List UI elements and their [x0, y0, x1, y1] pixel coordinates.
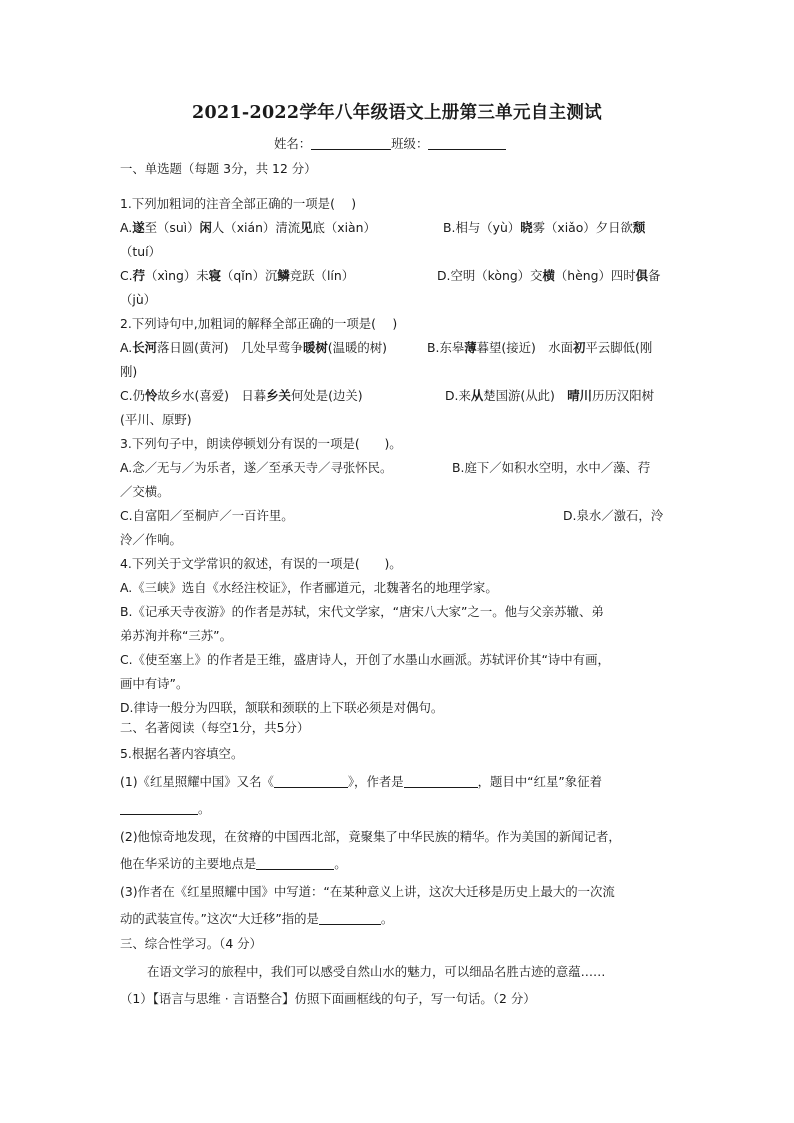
fill-text: 。	[198, 801, 211, 816]
name-blank[interactable]	[311, 136, 391, 150]
bold-word: 寝	[208, 268, 222, 283]
q5-part3: (3)作者在《红星照耀中国》中写道：“在某种意义上讲，这次大迁移是历史上最大的一次流	[120, 884, 615, 899]
q3-option-d-cont: 泠／作响。	[120, 532, 182, 547]
q5-part1-cont	[120, 800, 210, 818]
q1-option-d-cont: （jù）	[120, 292, 157, 307]
option-text: 楚国游(从此)	[483, 388, 568, 403]
answer-blank[interactable]	[120, 801, 198, 815]
q5-part2: (2)他惊奇地发现，在贫瘠的中国西北部，竟聚集了中华民族的精华。作为美国的新闻记者，	[120, 829, 621, 844]
q2-option-d-cont: (平川、原野)	[120, 412, 192, 427]
bold-word: 横	[542, 268, 555, 283]
q2-option-a[interactable]	[120, 339, 387, 357]
option-text: 底（xiàn）	[312, 220, 376, 235]
option-text: D.来	[445, 388, 471, 403]
bold-word: 晴川	[567, 388, 593, 403]
q2-stem: 2.下列诗句中,加粗词的解释全部正确的一项是( )	[120, 316, 398, 331]
option-text: B.相与（yù）	[443, 220, 521, 235]
q4-stem: 4.下列关于文学常识的叙述，有误的一项是( )。	[120, 556, 402, 571]
option-text: 备	[648, 268, 661, 283]
bold-word: 薄	[464, 340, 477, 355]
fill-text: ，题目中“红星”象征着	[477, 774, 602, 789]
option-text: 人（xián）清流	[211, 220, 301, 235]
q5-part3-cont	[120, 910, 393, 928]
option-text: 至（suì）	[144, 220, 200, 235]
option-text: B.东皋	[427, 340, 465, 355]
q4-option-b[interactable]: B.《记承天寺夜游》的作者是苏轼，宋代文学家，“唐宋八大家”之一。他与父亲苏辙、弟	[120, 604, 604, 619]
bold-word: 遂	[132, 220, 145, 235]
answer-blank[interactable]	[256, 856, 334, 870]
q2-option-c[interactable]	[120, 387, 363, 405]
answer-blank[interactable]	[404, 774, 478, 788]
q3-option-c[interactable]: C.自富阳／至桐庐／一百许里。	[120, 508, 294, 523]
fill-text: 。	[380, 911, 394, 926]
q2-option-b[interactable]	[427, 339, 652, 357]
bold-word: 长河	[132, 340, 157, 355]
option-text: （hèng）四时	[554, 268, 636, 283]
option-text: (温暖的树)	[327, 340, 387, 355]
q4-option-a[interactable]: A.《三峡》选自《水经注校证》，作者郦道元，北魏著名的地理学家。	[120, 580, 498, 595]
option-text: （xìng）未	[144, 268, 209, 283]
q1-stem: 1.下列加粗词的注音全部正确的一项是( )	[120, 196, 357, 211]
bold-word: 闲	[199, 220, 212, 235]
q5-part1	[120, 773, 602, 791]
class-blank[interactable]	[428, 136, 506, 150]
q3-option-d[interactable]: D.泉水／激石，泠	[563, 508, 664, 523]
page-title: 2021-2022学年八年级语文上册第三单元自主测试	[192, 103, 602, 123]
option-text: 历历汉阳树	[592, 388, 655, 403]
fill-text: (1)《红星照耀中国》又名《	[120, 774, 274, 789]
section-2-heading: 二、名著阅读（每空1分，共5分）	[120, 720, 310, 735]
option-text: D.空明（kòng）交	[437, 268, 543, 283]
q3-option-b-cont: ／交横。	[120, 484, 170, 499]
q1-option-b[interactable]	[443, 219, 645, 237]
section-1-heading: 一、单选题（每题 3分，共 12 分）	[120, 161, 317, 176]
q1-option-c[interactable]	[120, 267, 354, 285]
q4-option-b-cont: 弟苏洵并称“三苏”。	[120, 628, 232, 643]
option-text: 雾（xiǎo）夕日欲	[532, 220, 633, 235]
bold-word: 见	[300, 220, 313, 235]
q4-option-c[interactable]: C.《使至塞上》的作者是王维，盛唐诗人，开创了水墨山水画派。苏轼评价其“诗中有画，	[120, 652, 610, 667]
bold-word: 颓	[632, 220, 646, 235]
answer-blank[interactable]	[274, 774, 348, 788]
option-text: （qǐn）沉	[221, 268, 278, 283]
option-text: 何处是(边关)	[290, 388, 363, 403]
option-text: 暮望(接近) 水面	[476, 340, 574, 355]
student-info-line	[274, 135, 506, 153]
option-text: 落日圆(黄河) 几处早莺争	[156, 340, 303, 355]
fill-text: 。	[334, 856, 347, 871]
name-label: 姓名：	[274, 136, 312, 151]
fill-text: 他在华采访的主要地点是	[120, 856, 257, 871]
answer-blank[interactable]	[319, 911, 381, 925]
bold-word: 俱	[635, 268, 649, 283]
option-text: 竞跃（lín）	[289, 268, 355, 283]
bold-word: 乡关	[266, 388, 291, 403]
q3-option-a[interactable]: A.念／无与／为乐者，遂／至承天寺／寻张怀民。	[120, 460, 393, 475]
bold-word: 暖树	[302, 340, 328, 355]
option-text: C.仍	[120, 388, 145, 403]
section-3-q1: （1）【语言与思维 · 言语整合】仿照下面画框线的句子，写一句话。（2 分）	[120, 991, 536, 1006]
bold-word: 初	[573, 340, 586, 355]
q5-stem: 5.根据名著内容填空。	[120, 746, 244, 761]
section-3-intro: 在语文学习的旅程中，我们可以感受自然山水的魅力，可以细品名胜古迹的意蕴……	[147, 964, 606, 979]
q1-option-b-cont: （tuí）	[120, 244, 161, 259]
bold-word: 晓	[520, 220, 533, 235]
bold-word: 荇	[132, 268, 145, 283]
bold-word: 鳞	[277, 268, 290, 283]
q4-option-c-cont: 画中有诗”。	[120, 676, 189, 691]
q2-option-b-cont: 刚)	[120, 364, 138, 379]
section-3-heading: 三、综合性学习。（4 分）	[120, 936, 262, 951]
q5-part2-cont	[120, 855, 347, 873]
q3-stem: 3.下列句子中，朗读停顿划分有误的一项是( )。	[120, 436, 402, 451]
q1-option-d[interactable]	[437, 267, 660, 285]
q4-option-d[interactable]: D.律诗一般分为四联，颔联和颈联的上下联必须是对偶句。	[120, 700, 444, 715]
option-text: A.	[120, 340, 133, 355]
bold-word: 从	[470, 388, 484, 403]
fill-text: 动的武装宣传。”这次“大迁移”指的是	[120, 911, 319, 926]
q3-option-b[interactable]: B.庭下／如积水空明，水中／藻、荇	[452, 460, 651, 475]
option-text: C.	[120, 268, 133, 283]
fill-text: 》，作者是	[347, 774, 404, 789]
option-text: 故乡水(喜爱) 日暮	[157, 388, 267, 403]
option-text: A.	[120, 220, 133, 235]
q1-option-a[interactable]	[120, 219, 376, 237]
q2-option-d[interactable]	[445, 387, 654, 405]
option-text: 平云脚低(刚	[585, 340, 653, 355]
class-label: 班级：	[391, 136, 429, 151]
bold-word: 怜	[144, 388, 158, 403]
